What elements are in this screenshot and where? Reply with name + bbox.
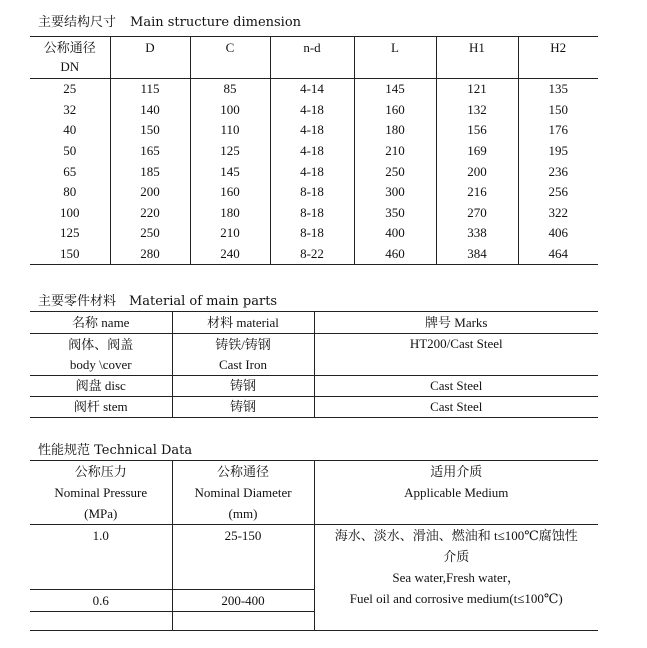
cell-dn: 32: [30, 100, 110, 121]
cell-h1: 384: [436, 244, 518, 265]
cell-d: 280: [110, 244, 190, 265]
cell-h2: 135: [518, 79, 598, 100]
cell-l: 400: [354, 223, 436, 244]
cell-dn: 80: [30, 182, 110, 203]
cell-c: 85: [190, 79, 270, 100]
cell-d: 165: [110, 141, 190, 162]
dimension-table: [30, 36, 598, 265]
cell-h1: 338: [436, 223, 518, 244]
marks-cell: Cast Steel: [314, 397, 598, 418]
medium-cn: 适用介质: [430, 464, 483, 479]
empty-cell: [172, 612, 314, 631]
material-en: Cast Iron: [218, 356, 268, 372]
cell-d: 220: [110, 203, 190, 224]
header-l: L: [354, 37, 436, 79]
medium-line: 介质: [443, 549, 470, 564]
dimension-title-en: Main structure dimension: [130, 15, 302, 30]
cell-dn: 40: [30, 120, 110, 141]
cell-d: 115: [110, 79, 190, 100]
dimension-row: [30, 141, 598, 162]
dimension-row: [30, 161, 598, 182]
cell-l: 300: [354, 182, 436, 203]
materials-row: [30, 397, 598, 418]
materials-row: [30, 334, 598, 376]
part-name-cn: 阀体、阀盖: [68, 336, 134, 352]
cell-l: 160: [354, 100, 436, 121]
cell-l: 250: [354, 161, 436, 182]
technical-section-title: 性能规范 Technical Data: [38, 443, 193, 458]
cell-c: 100: [190, 100, 270, 121]
medium-line: Sea water,Fresh water，: [392, 570, 521, 585]
header-n-d: n-d: [270, 37, 354, 79]
cell-n-d: 8-18: [270, 203, 354, 224]
cell-h1: 156: [436, 120, 518, 141]
cell-n-d: 8-22: [270, 244, 354, 265]
cell-h2: 406: [518, 223, 598, 244]
cell-c: 125: [190, 141, 270, 162]
part-name-cell: 阀盘 disc: [30, 376, 172, 397]
materials-table: [30, 311, 598, 418]
cell-n-d: 4-18: [270, 161, 354, 182]
part-name-cell: 阀杆 stem: [30, 397, 172, 418]
dimension-header-row: [30, 37, 598, 79]
cell-h1: 169: [436, 141, 518, 162]
cell-c: 160: [190, 182, 270, 203]
cell-c: 210: [190, 223, 270, 244]
materials-header-row: [30, 312, 598, 334]
header-dn-cn: 公称通径: [43, 40, 96, 55]
cell-h2: 236: [518, 161, 598, 182]
materials-row: [30, 376, 598, 397]
cell-l: 350: [354, 203, 436, 224]
cell-h1: 200: [436, 161, 518, 182]
pressure-en: Nominal Pressure: [54, 485, 148, 500]
cell-n-d: 4-14: [270, 79, 354, 100]
cell-n-d: 8-18: [270, 182, 354, 203]
pressure-unit: (MPa): [84, 506, 118, 521]
medium-cell: [314, 525, 598, 631]
empty-cell: [30, 612, 172, 631]
medium-line: 海水、淡水、滑油、燃油和 t≤100℃腐蚀性: [334, 528, 578, 543]
dimension-row: [30, 79, 598, 100]
header-h1: H1: [436, 37, 518, 79]
cell-h2: 322: [518, 203, 598, 224]
cell-h1: 132: [436, 100, 518, 121]
cell-h2: 176: [518, 120, 598, 141]
header-h2: H2: [518, 37, 598, 79]
cell-h2: 150: [518, 100, 598, 121]
cell-c: 145: [190, 161, 270, 182]
dimension-row: [30, 203, 598, 224]
cell-h1: 121: [436, 79, 518, 100]
diameter-cell: 25-150: [172, 525, 314, 590]
technical-header-row: [30, 461, 598, 525]
dimension-row: [30, 182, 598, 203]
cell-h2: 256: [518, 182, 598, 203]
cell-n-d: 4-18: [270, 100, 354, 121]
cell-d: 250: [110, 223, 190, 244]
cell-l: 210: [354, 141, 436, 162]
cell-dn: 100: [30, 203, 110, 224]
header-c: C: [190, 37, 270, 79]
dimension-row: [30, 244, 598, 265]
technical-row: [30, 525, 598, 590]
part-name-en: body \cover: [69, 356, 132, 372]
cell-d: 185: [110, 161, 190, 182]
materials-section-title: 主要零件材料 Material of main parts: [38, 294, 278, 309]
materials-header-material: 材料 material: [172, 312, 314, 334]
diameter-cell: 200-400: [172, 590, 314, 612]
medium-en: Applicable Medium: [404, 485, 509, 500]
cell-dn: 25: [30, 79, 110, 100]
cell-d: 140: [110, 100, 190, 121]
material-cell: 铸钢: [172, 397, 314, 418]
dimension-section-title: [38, 15, 301, 31]
cell-n-d: 8-18: [270, 223, 354, 244]
tech-header-medium: [314, 461, 598, 525]
cell-d: 150: [110, 120, 190, 141]
pressure-cell: 0.6: [30, 590, 172, 612]
tech-header-diameter: [172, 461, 314, 525]
pressure-cell: 1.0: [30, 525, 172, 590]
diameter-cn: 公称通径: [216, 464, 269, 479]
cell-dn: 50: [30, 141, 110, 162]
header-dn: [30, 37, 110, 79]
dimension-title-cn: 主要结构尺寸: [38, 15, 117, 30]
cell-l: 145: [354, 79, 436, 100]
cell-c: 110: [190, 120, 270, 141]
cell-d: 200: [110, 182, 190, 203]
material-cell: 铸钢: [172, 376, 314, 397]
marks-cell: Cast Steel: [314, 376, 598, 397]
cell-h2: 464: [518, 244, 598, 265]
cell-dn: 65: [30, 161, 110, 182]
material-cn: 铸铁/铸钢: [215, 336, 271, 352]
dimension-row: [30, 100, 598, 121]
medium-line: Fuel oil and corrosive medium(t≤100℃): [349, 591, 563, 606]
materials-header-marks: 牌号 Marks: [314, 312, 598, 334]
dimension-row: [30, 223, 598, 244]
cell-h2: 195: [518, 141, 598, 162]
material-cell: [172, 334, 314, 376]
dimension-row: [30, 120, 598, 141]
cell-dn: 150: [30, 244, 110, 265]
cell-c: 240: [190, 244, 270, 265]
cell-c: 180: [190, 203, 270, 224]
diameter-en: Nominal Diameter: [194, 485, 292, 500]
cell-l: 460: [354, 244, 436, 265]
cell-l: 180: [354, 120, 436, 141]
materials-header-name: 名称 name: [30, 312, 172, 334]
header-dn-en: DN: [60, 59, 80, 74]
pressure-cn: 公称压力: [74, 464, 127, 479]
material-name-cell: [30, 334, 172, 376]
cell-n-d: 4-18: [270, 141, 354, 162]
header-d: D: [110, 37, 190, 79]
cell-dn: 125: [30, 223, 110, 244]
diameter-unit: (mm): [228, 506, 258, 521]
technical-table: [30, 460, 598, 631]
cell-h1: 216: [436, 182, 518, 203]
cell-h1: 270: [436, 203, 518, 224]
tech-header-pressure: [30, 461, 172, 525]
cell-n-d: 4-18: [270, 120, 354, 141]
marks-cell: HT200/Cast Steel: [314, 334, 598, 376]
